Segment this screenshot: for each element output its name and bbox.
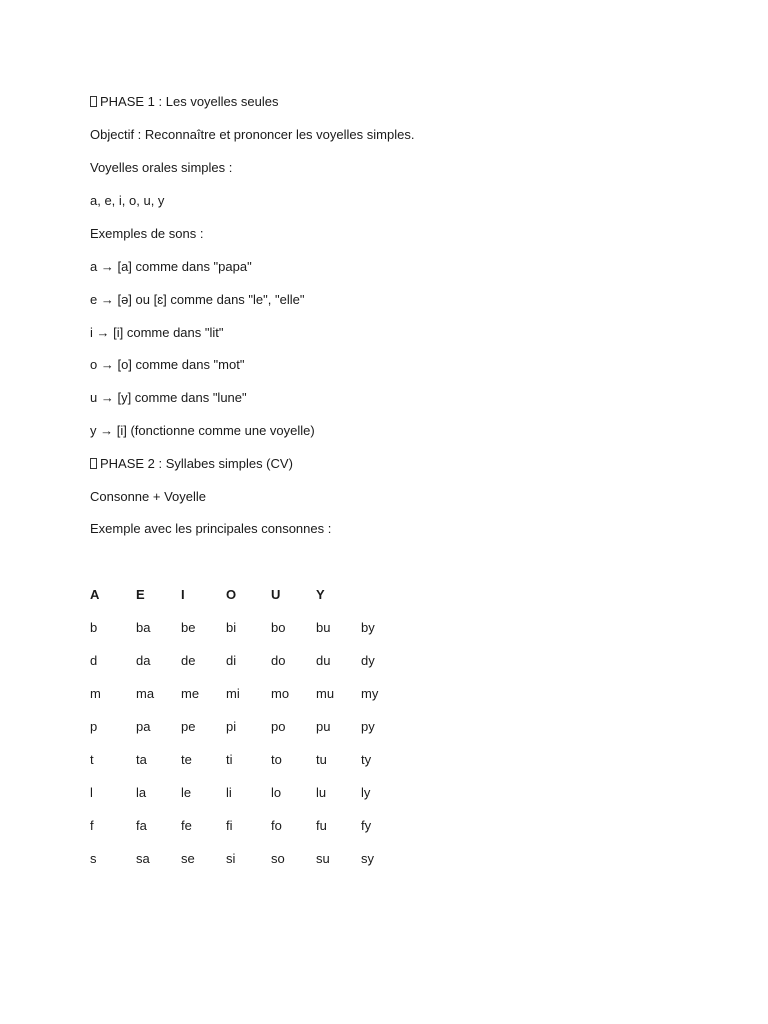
objective-line: Objectif : Reconnaître et prononcer les voyelles simples. [90,127,415,142]
cv-example-intro: Exemple avec les principales consonnes : [90,521,332,536]
table-cell: la [136,785,147,800]
table-cell: mi [226,686,240,701]
table-cell: ba [136,620,151,635]
table-header-cell: A [90,587,100,602]
example-line: o → [o] comme dans "mot" [90,357,245,372]
table-cell: pi [226,719,237,734]
table-cell: fy [361,818,372,833]
table-cell: lo [271,785,282,800]
table-cell: fe [181,818,192,833]
table-cell: ti [226,752,233,767]
table-cell: pe [181,719,196,734]
table-header-cell: E [136,587,145,602]
table-header-cell: I [181,587,185,602]
examples-heading: Exemples de sons : [90,226,204,241]
table-cell: mo [271,686,290,701]
table-header-cell: Y [316,587,325,602]
phase1-heading [90,94,278,110]
table-cell: by [361,620,375,635]
table-cell: ty [361,752,372,767]
table-cell: fi [226,818,233,833]
table-cell: fo [271,818,282,833]
phase2-heading [90,456,293,472]
table-cell: se [181,851,195,866]
table-cell: py [361,719,375,734]
table-cell: ma [136,686,155,701]
table-cell: so [271,851,285,866]
table-cell: pa [136,719,151,734]
table-cell: ta [136,752,147,767]
table-cell: fu [316,818,327,833]
table-cell: f [90,818,94,833]
table-cell: di [226,653,237,668]
missing-glyph-icon [90,96,97,107]
table-cell: fa [136,818,147,833]
table-cell: be [181,620,196,635]
table-cell: p [90,719,98,734]
example-line: y → [i] (fonctionne comme une voyelle) [90,423,315,438]
phase1-title: PHASE 1 : Les voyelles seules [100,94,279,109]
table-cell: me [181,686,200,701]
table-cell: d [90,653,98,668]
table-cell: lu [316,785,327,800]
table-header-cell: U [271,587,281,602]
table-cell: si [226,851,236,866]
missing-glyph-icon [90,458,97,469]
vowels-heading: Voyelles orales simples : [90,160,233,175]
example-line: u → [y] comme dans "lune" [90,390,247,405]
table-cell: l [90,785,93,800]
table-cell: bo [271,620,286,635]
cv-line: Consonne + Voyelle [90,489,207,504]
table-cell: te [181,752,192,767]
table-cell: sa [136,851,150,866]
table-cell: ly [361,785,371,800]
table-cell: m [90,686,101,701]
table-cell: po [271,719,286,734]
table-cell: mu [316,686,335,701]
phase2-title: PHASE 2 : Syllabes simples (CV) [100,456,293,471]
example-line: a → [a] comme dans "papa" [90,259,252,274]
table-cell: dy [361,653,375,668]
table-cell: do [271,653,286,668]
table-cell: du [316,653,331,668]
table-cell: bi [226,620,237,635]
table-cell: pu [316,719,331,734]
table-cell: b [90,620,98,635]
table-cell: bu [316,620,331,635]
example-line: e → [ə] ou [ɛ] comme dans "le", "elle" [90,292,305,307]
example-line: i → [i] comme dans "lit" [90,325,224,340]
table-cell: de [181,653,196,668]
table-cell: s [90,851,97,866]
table-cell: tu [316,752,327,767]
vowels-list: a, e, i, o, u, y [90,193,165,208]
table-cell: t [90,752,94,767]
table-cell: da [136,653,151,668]
table-cell: to [271,752,282,767]
table-cell: su [316,851,330,866]
table-header-cell: O [226,587,237,602]
table-cell: le [181,785,192,800]
table-cell: sy [361,851,374,866]
table-cell: li [226,785,232,800]
table-cell: my [361,686,379,701]
